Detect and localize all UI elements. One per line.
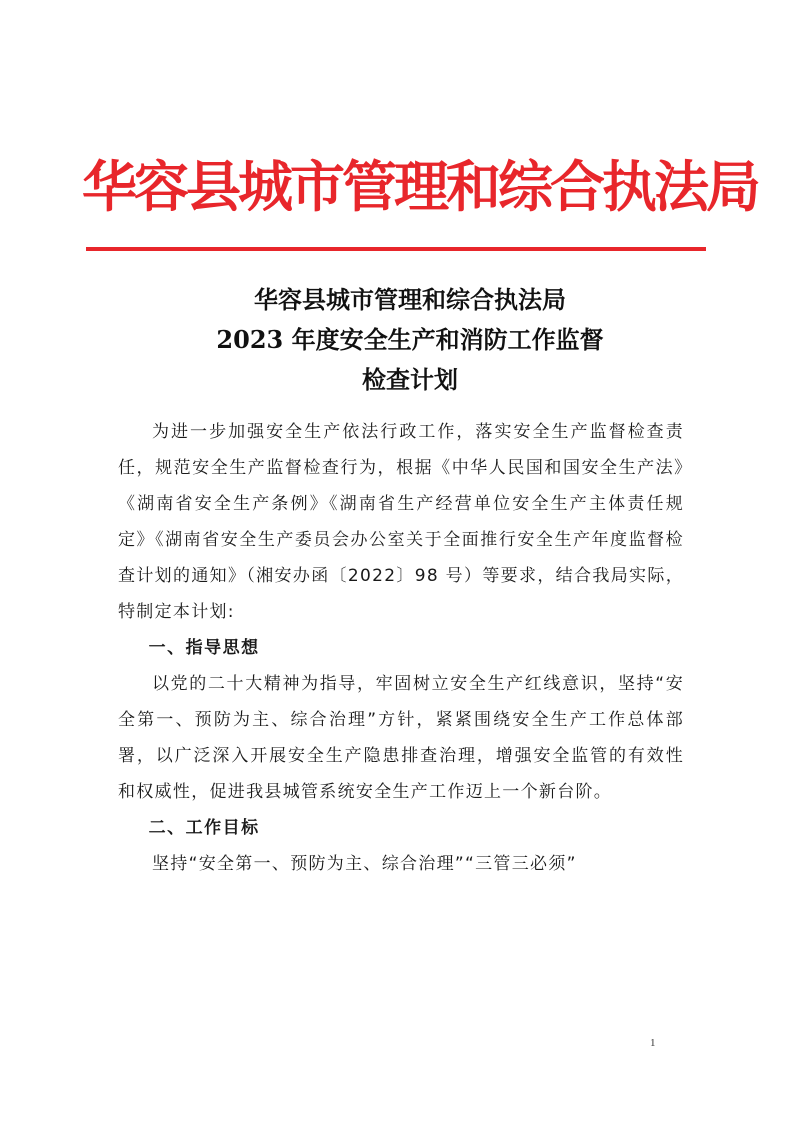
document-title-line-3: 检查计划 bbox=[362, 365, 458, 394]
document-title-line-1: 华容县城市管理和综合执法局 bbox=[254, 285, 566, 314]
section-heading-guiding-ideology: 一、指导思想 bbox=[148, 638, 260, 658]
section-paragraph-guiding-ideology: 以党的二十大精神为指导，牢固树立安全生产红线意识，坚持“安全第一、预防为主、综合治理”方针，紧紧围绕安全生产工作总体部署，以广泛深入开展安全生产隐患排查治理，增强安全监管的有效性和权威性，促进我县城管系统安全生产工作迈上一个新台阶。 bbox=[118, 674, 684, 802]
intro-paragraph: 为进一步加强安全生产依法行政工作，落实安全生产监督检查责任，规范安全生产监督检查行为，根据《中华人民国和国安全生产法》《湖南省安全生产条例》《湖南省生产经营单位安全生产主体责任规定》《湖南省安全生产委员会办公室关于全面推行安全生产年度监督检查计划的通知》（湘安办函〔2022〕98 号）等要求，结合我局实际，特制定本计划: bbox=[118, 422, 684, 622]
letterhead-title: 华容县城市管理和综合执法局 bbox=[82, 154, 759, 219]
section-paragraph-work-goals: 坚持“安全第一、预防为主、综合治理”“三管三必须” bbox=[152, 854, 577, 874]
document-body bbox=[118, 414, 684, 882]
page-number: 1 bbox=[650, 1037, 656, 1049]
document-title bbox=[100, 280, 720, 400]
section-heading-work-goals: 二、工作目标 bbox=[148, 818, 260, 838]
letterhead-red-rule bbox=[86, 247, 706, 251]
document-title-line-2: 2023 年度安全生产和消防工作监督 bbox=[216, 325, 604, 354]
